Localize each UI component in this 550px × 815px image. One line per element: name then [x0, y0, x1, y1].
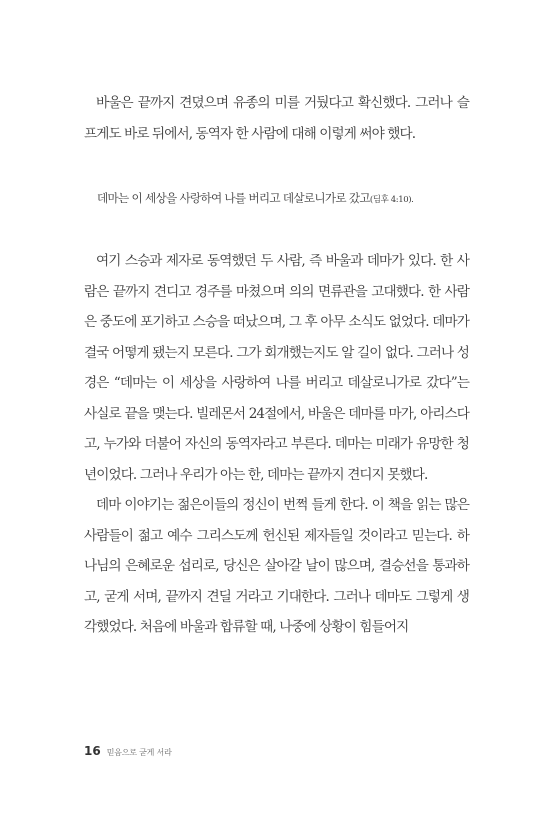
body-text	[84, 246, 469, 643]
scripture-quote	[97, 188, 477, 210]
quote-reference: (딤후 4:10).	[369, 195, 414, 205]
running-title: 믿음으로 굳게 서라	[106, 748, 172, 757]
body-paragraph-2: 데마 이야기는 젊은이들의 정신이 번쩍 들게 한다. 이 책을 읽는 많은 사람들이 젊고 예수 그리스도께 헌신된 제자들일 것이라고 믿는다. 하나님의 은혜로운 섭리로, 당신은 살아갈 날이 많으며, 결승선을 통과하고, 굳게 서며, 끝까지 견딜 거라고 기대한다. 그러나 데마도 그렇게 생각했었다. 처음에 바울과 합류할 때, 나중에 상황이 힘들어지	[84, 497, 469, 635]
quote-text: 데마는 이 세상을 사랑하여 나를 버리고 데살로니가로 갔고	[97, 191, 370, 205]
page-footer	[84, 744, 172, 758]
page-number: 16	[84, 744, 101, 758]
intro-paragraph: 바울은 끝까지 견뎠으며 유종의 미를 거뒀다고 확신했다. 그러나 슬프게도 바로 뒤에서, 동역자 한 사람에 대해 이렇게 써야 했다.	[84, 95, 469, 142]
body-paragraph-1: 여기 스승과 제자로 동역했던 두 사람, 즉 바울과 데마가 있다. 한 사람은 끝까지 견디고 경주를 마쳤으며 의의 면류관을 고대했다. 한 사람은 중도에 포기하고 스승을 떠났으며, 그 후 아무 소식도 없었다. 데마가 결국 어떻게 됐는지 모른다. 그가 회개했는지도 알 길이 없다. 그러나 성경은 “데마는 이 세상을 사랑하여 나를 버리고 데살로니가로 갔다”는 사실로 끝을 맺는다. 빌레몬서 24절에서, 바울은 데마를 마가, 아리스다고, 누가와 더불어 자신의 동역자라고 부른다. 데마는 미래가 유망한 청년이었다. 그러나 우리가 아는 한, 데마는 끝까지 견디지 못했다.	[84, 253, 469, 483]
